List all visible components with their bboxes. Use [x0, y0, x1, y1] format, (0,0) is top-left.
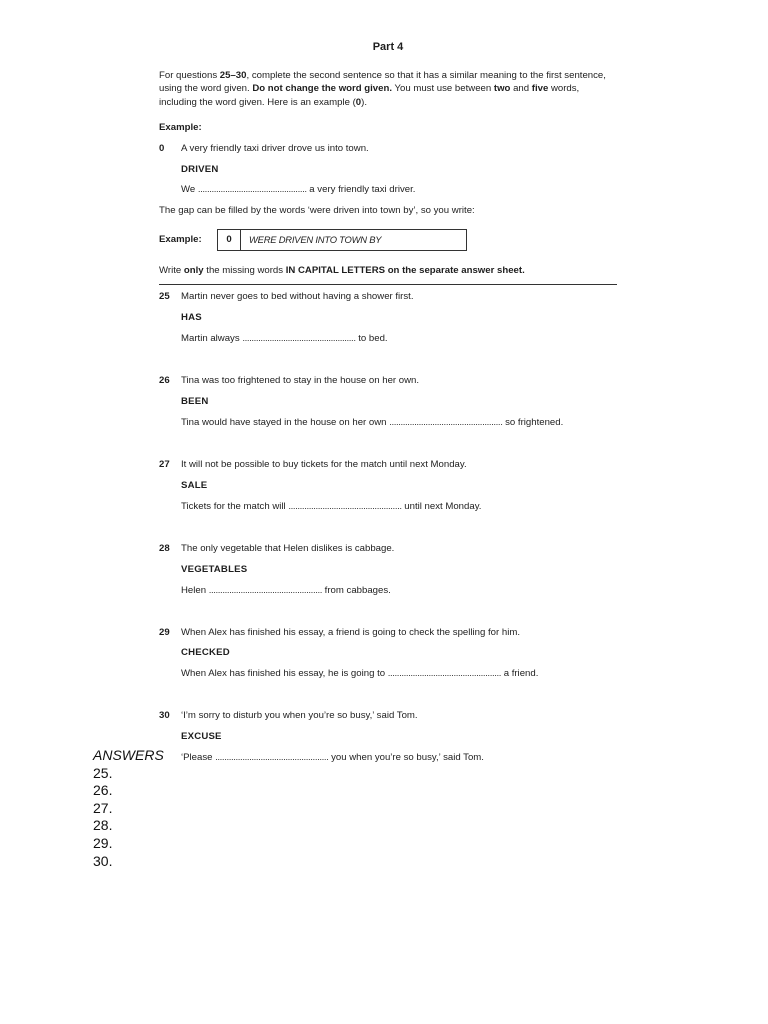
answer-line: 25. [93, 764, 113, 781]
question-rewrite: Martin always .................................................. to bed. [181, 333, 388, 345]
question-number: 25 [159, 291, 170, 303]
question-rewrite: Helen .................................................. from cabbages. [181, 584, 391, 596]
example-answer-box [217, 229, 467, 251]
question-number: 26 [159, 375, 170, 387]
example-question [159, 143, 617, 198]
instruction-line: Write only the missing words IN CAPITAL LETTERS on the separate answer sheet. [159, 265, 525, 277]
question-keyword: HAS [181, 312, 202, 324]
question-keyword: VEGETABLES [181, 563, 248, 575]
answer-gap: .................................................. [389, 416, 503, 428]
question-keyword: SALE [181, 479, 208, 491]
exam-sheet [159, 40, 617, 794]
answer-gap: .................................................. [208, 584, 323, 596]
example-answer-row [159, 229, 617, 251]
question-rewrite: When Alex has finished his essay, he is going to .................................................. a friend. [181, 668, 539, 680]
example-box-answer: WERE DRIVEN INTO TOWN BY [249, 234, 382, 246]
question-sentence: Tina was too frightened to stay in the house on her own. [181, 375, 420, 387]
question-sentence: ‘I’m sorry to disturb you when you’re so busy,’ said Tom. [181, 710, 418, 722]
question-27 [159, 459, 617, 514]
answer-line: 30. [93, 852, 113, 869]
example-rewrite: We ................................................ a very friendly taxi driver. [181, 184, 416, 196]
example-box-label: Example: [159, 233, 202, 245]
question-number: 28 [159, 542, 170, 554]
answer-line: 28. [93, 817, 113, 834]
question-sentence: Martin never goes to bed without having a shower first. [181, 291, 414, 303]
example-sentence: A very friendly taxi driver drove us into town. [181, 142, 369, 154]
answer-lines [93, 765, 164, 871]
answer-gap: .................................................. [387, 668, 502, 680]
question-sentence: When Alex has finished his essay, a friend is going to check the spelling for him. [181, 626, 520, 638]
example-box-number: 0 [218, 230, 241, 250]
answer-line: 26. [93, 782, 113, 799]
question-rewrite: Tina would have stayed in the house on her own .................................................. so frightened. [181, 416, 564, 428]
question-sentence: It will not be possible to buy tickets for the match until next Monday. [181, 458, 467, 470]
question-number: 27 [159, 458, 170, 470]
intro-paragraph: For questions 25–30, complete the second sentence so that it has a similar meaning to the first sentence, using the word given. Do not change the word given. You must use between two and five words, including the word given. Here is an example (0). [159, 69, 606, 109]
question-number: 29 [159, 626, 170, 638]
answer-gap: .................................................. [288, 500, 402, 512]
question-29 [159, 627, 617, 682]
answer-line: 29. [93, 834, 113, 851]
question-sentence: The only vegetable that Helen dislikes is cabbage. [181, 542, 395, 554]
question-30 [159, 710, 617, 765]
question-number: 30 [159, 710, 170, 722]
answer-gap: .................................................. [242, 333, 356, 345]
question-rewrite: Tickets for the match will .................................................. until next Monday. [181, 500, 482, 512]
question-rewrite: ‘Please .................................................. you when you’re so busy,’ said Tom. [181, 752, 484, 764]
gap-note: The gap can be filled by the words ‘were driven into town by’, so you write: [159, 205, 475, 217]
question-25 [159, 291, 617, 346]
answers-section [93, 747, 164, 870]
part-title: Part 4 [372, 41, 404, 53]
question-keyword: BEEN [181, 396, 209, 408]
answer-gap: .................................................. [215, 752, 329, 764]
example-keyword: DRIVEN [181, 163, 219, 175]
answer-line: 27. [93, 799, 113, 816]
example-number: 0 [159, 142, 165, 154]
divider [159, 284, 617, 285]
question-list [159, 291, 617, 765]
example-heading: Example: [159, 121, 202, 133]
question-28 [159, 543, 617, 598]
question-26 [159, 375, 617, 430]
question-keyword: CHECKED [181, 647, 230, 659]
answers-title: ANSWERS [93, 747, 164, 763]
question-keyword: EXCUSE [181, 731, 222, 743]
